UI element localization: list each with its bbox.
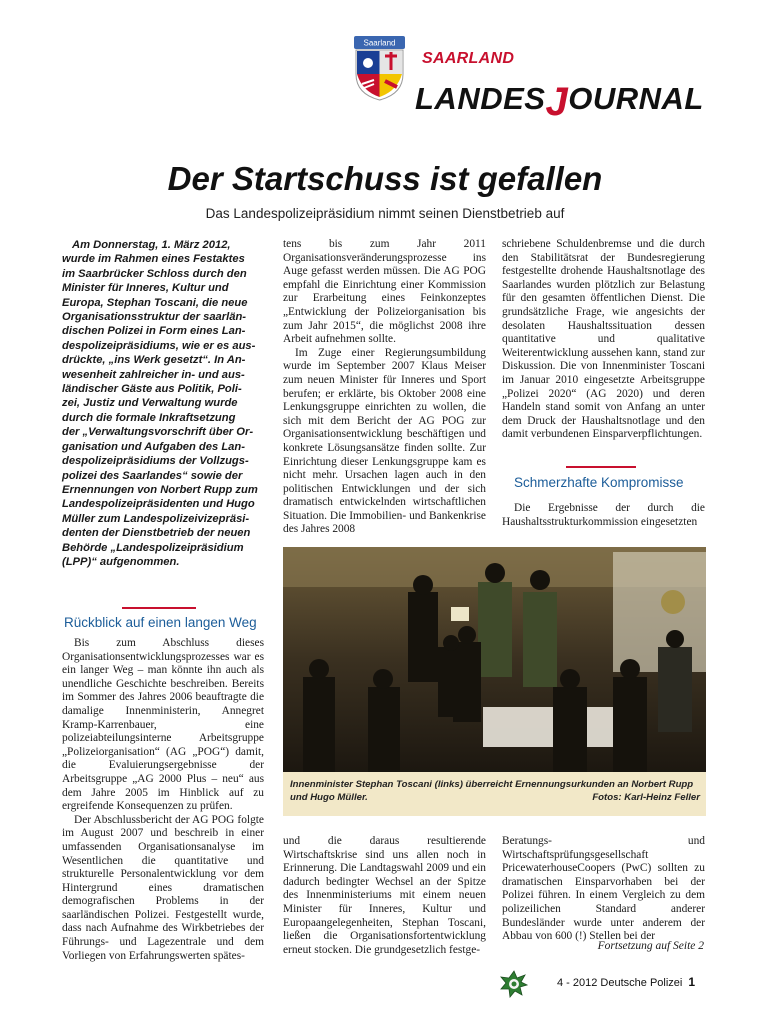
lead-line: ländischer Gäste aus Politik, Poli-: [62, 383, 242, 396]
section-heading-rueckblick: Rückblick auf einen langen Weg: [64, 615, 257, 630]
lead-line: despolizeipräsidiums, wie er es aus-: [62, 339, 256, 352]
coat-label: Saarland: [363, 38, 396, 48]
footer-issue: 4 - 2012 Deutsche Polizei: [557, 977, 683, 989]
lead-paragraph: [62, 238, 264, 569]
police-star-icon: [500, 970, 528, 998]
column-2-body: [283, 238, 486, 537]
lead-line: wurde im Rahmen eines Festaktes: [62, 253, 245, 266]
article-subtitle: Das Landespolizeipräsidium nimmt seinen Dienstbetrieb auf: [205, 206, 565, 221]
caption-text: Innenminister Stephan Toscani (links) überreicht Ernennungsurkunden an Norbert Rupp und Hugo Müller.: [290, 779, 694, 803]
column-3-body: [502, 238, 705, 442]
continuation-note: Fortsetzung auf Seite 2: [597, 940, 704, 952]
saarland-coat-of-arms-icon: [352, 34, 407, 102]
article-title: Der Startschuss ist gefallen: [167, 160, 603, 197]
masthead-part2: OURNAL: [568, 81, 704, 116]
body-paragraph: Bis zum Abschluss dieses Organisationsentwicklungsprozesses war es ein langer Weg – man könnte ihn auch als unendliche Geschichte beschreiben. Bereits im Sommer des Jahres 2006 beauftragte die damalige Innenministerin, Annegret Kramp-Karrenbauer, eine polizeiabteilungsinterne Arbeitsgruppe „Polizeiorganisation“ (AG „POG“) damit, die Evaluierungsergebnisse der Arbeitsgruppe „AG 2000 Plus – neu“ aus dem Jahre 2005 im Hinblick auf zu ergreifende Konsequenzen zu prüfen.: [62, 637, 264, 813]
lead-line: Behörde „Landespolizeipräsidium: [62, 541, 244, 554]
lead-line: zei, Justiz und Verwaltung wurde: [62, 397, 238, 410]
lead-line: polizei des Saarlandes“ sowie der: [62, 469, 243, 482]
lead-line: denten der Dienstbetrieb der neuen: [62, 527, 251, 540]
column-3-continued: [502, 502, 705, 529]
divider-rule: [122, 607, 196, 609]
body-paragraph: tens bis zum Jahr 2011 Organisationsveränderungsprozesse ins Auge gefasst werden müssen. Die AG POG empfahl die Einrichtung einer Kommission zur Erarbeitung eines Feinkonzeptes „Entwicklung der Polizeiorganisation bis zum Jahr 2015“, die möglichst 2008 ihre Arbeit aufnehmen sollte.: [283, 238, 486, 346]
lead-line: wesenheit zahlreicher in- und aus-: [62, 368, 245, 381]
lead-line: durch die formale Inkraftsetzung: [62, 411, 236, 424]
lead-line: (LPP)“ aufgenommen.: [62, 555, 180, 568]
journal-masthead: [415, 74, 704, 124]
body-paragraph: und die daraus resultierende Wirtschaftskrise sind uns allen noch in Erinnerung. Die Landtagswahl 2009 und ein dadurch bedingter Wechsel an der Spitze des Innenministeriums mit einem neuen Minister für Inneres, Kultur und Europaangelegenheiten, Stephan Toscani, ließen die Organisationsfortentwicklung erneut stocken. Die grundgesetzlich festge-: [283, 835, 486, 956]
page-footer: [557, 975, 695, 989]
region-label: SAARLAND: [422, 50, 515, 67]
lead-line: Europa, Stephan Toscani, die neue: [62, 296, 248, 309]
lead-line: Müller zum Landespolizeivizepräsi-: [62, 512, 250, 525]
body-paragraph: Die Ergebnisse der durch die Haushaltsstrukturkommission eingesetzten: [502, 502, 705, 528]
column-1-body: [62, 637, 264, 963]
column-3-bottom: [502, 835, 705, 944]
lead-line: dischen Polizei in Form eines Lan-: [62, 325, 246, 338]
lead-line: Landespolizeipräsidenten und Hugo: [62, 498, 255, 511]
photo-caption: [290, 778, 700, 804]
masthead-j: J: [545, 80, 569, 124]
photo-credit: Fotos: Karl-Heinz Feller: [592, 792, 700, 803]
lead-line: ganisation und Aufgaben des Lan-: [62, 440, 245, 453]
body-paragraph: Der Abschlussbericht der AG POG folgte im August 2007 und beschreib in einer umfassenden Organisationsanalyse im Wesentlichen die quantitative und strukturelle Personalentwicklung vor dem Hintergrund eines dramatischen demografischen Problems in der saarländischen Polizei. Festgestellt wurde, dass nach Aufnahme des Wirkbetriebes der Führungs- und Lagezentrale und dem Vorliegen von Erfahrungswerten spätes-: [62, 813, 264, 962]
body-paragraph: Beratungs- und Wirtschaftsprüfungsgesellschaft PricewaterhouseCoopers (PwC) sollten zu dramatischen Einsparvorhaben bei der Polizei führen. In einem Vergleich zu dem polizeilichen Standard anderer Bundesländer wurde unter anderem der Abbau von 600 (!) Stellen bei der: [502, 835, 705, 943]
lead-line: Am Donnerstag, 1. März 2012,: [72, 239, 231, 251]
ceremony-photo: [283, 547, 706, 772]
column-2-bottom: [283, 835, 486, 957]
masthead-part1: LANDES: [415, 81, 546, 116]
body-paragraph: Im Zuge einer Regierungsumbildung wurde im September 2007 Klaus Meiser zum neuen Minister für Inneres und Sport berufen; er erklärte, bis Oktober 2008 eine Lenkungsgruppe einrichten zu wollen, die sich mit dem Bericht der AG POG zur Organisationsentwicklung beschäftigen und konkrete Lösungsansätze finden sollte. Zur Einrichtung dieser Lenkungsgruppe kam es nicht mehr. Ursachen lagen auch in den politischen Entwicklungen und der sich dramatisch entwickelnden wirtschaftlichen Situation. Die Immobilien- und Bankenkrise des Jahres 2008: [283, 346, 486, 536]
section-heading-kompromisse: Schmerzhafte Kompromisse: [514, 475, 684, 490]
lead-line: Ernennungen von Norbert Rupp zum: [62, 483, 258, 496]
body-paragraph: schriebene Schuldenbremse und die durch den Stabilitätsrat der Bundesregierung festgestellte drohende Haushaltsnotlage des Saarlandes wurden plötzlich zur Belastung für den gesamten öffentlichen Dienst. Die grundsätzliche Frage, wie angesichts der desolaten Haushaltssituation dessen quantitative und qualitative Weiterentwicklung aussehen kann, stand zur Diskussion. Die von Innenminister Toscani im Januar 2010 eingesetzte Arbeitsgruppe „Polizei 2020“ (AG 2020) und deren Handeln stand somit von Anfang an unter dem Druck der Haushaltsnotlage und den damit verbundenen Einsparverpflichtungen.: [502, 238, 705, 441]
page-number: 1: [688, 975, 696, 989]
lead-line: Minister für Inneres, Kultur und: [62, 282, 229, 295]
lead-line: im Saarbrücker Schloss durch den: [62, 267, 247, 280]
lead-line: drückte, „ins Werk gesetzt“. In An-: [62, 354, 246, 367]
lead-line: der „Verwaltungsvorschrift über Or-: [62, 426, 254, 439]
divider-rule: [566, 466, 636, 468]
lead-line: despolizeipräsidiums der Vollzugs-: [62, 455, 249, 468]
lead-line: Organisationsstruktur der saarlän-: [62, 311, 247, 324]
